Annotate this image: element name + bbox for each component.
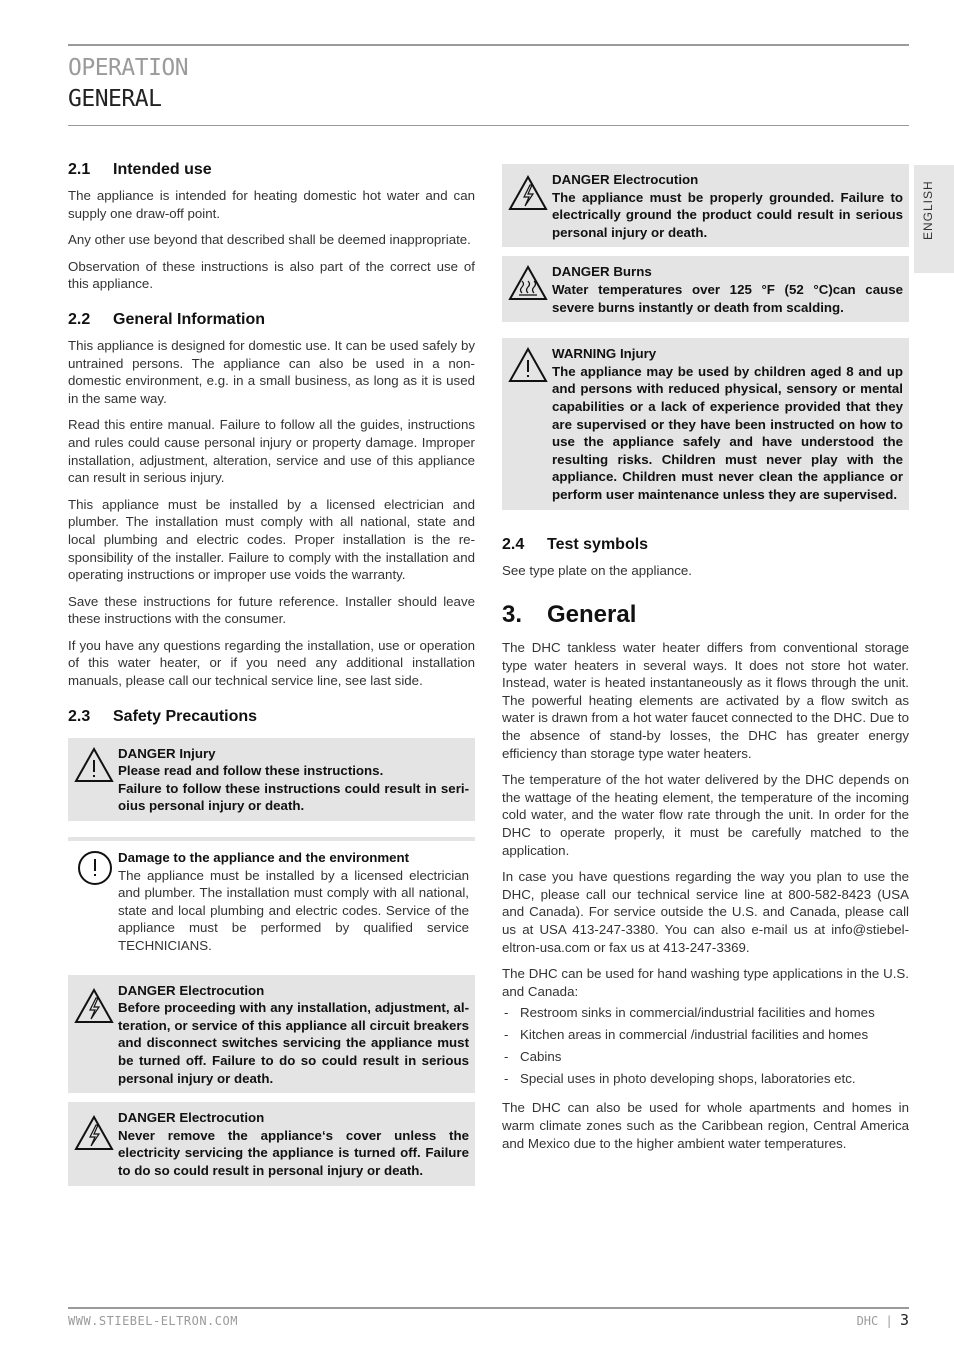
warning-body: The appliance must be properly grounded. Failure to electrically ground the product could result in serious personal injury or death. <box>552 189 903 240</box>
left-column <box>68 161 475 1195</box>
exclamation-triangle-icon <box>508 346 548 384</box>
paragraph: The appliance is intended for heating domestic hot water and can supply one draw-off point. <box>68 188 475 221</box>
warning-box-danger-electrocution <box>68 1102 475 1185</box>
section-heading <box>502 536 909 554</box>
lightning-triangle-icon <box>74 1114 114 1152</box>
paragraph: The temperature of the hot water delivered by the DHC depends on the wattage of the heating element, the temperature of the incoming cold water, and the water flow rate through the unit. In order for the DHC to operate properly, it must be carefully matched to the application. <box>502 772 909 858</box>
exclamation-circle-icon <box>74 849 114 887</box>
warning-title: DANGER Burns <box>552 264 652 280</box>
section-number: 2.4 <box>502 535 525 553</box>
list-item: - Cabins <box>502 1046 909 1068</box>
paragraph: If you have any questions regarding the installation, use or operation of this water heater, or if you need any additional installation manuals, please call our technical service line, see last side. <box>68 637 475 689</box>
application-list <box>502 1002 909 1090</box>
section-number: 2.3 <box>68 707 91 725</box>
header-rule-top <box>68 44 909 46</box>
warning-body: Water temperatures over 125 °F (52 °C)can cause severe burns instantly or death from scalding. <box>552 281 903 315</box>
warning-title: Damage to the appliance and the environment <box>118 850 410 866</box>
section-number: 2.1 <box>68 161 91 178</box>
warning-title: WARNING Injury <box>552 346 657 362</box>
chapter-heading <box>502 601 909 629</box>
paragraph: Read this entire manual. Failure to follow all the guides, instructions and rules could cause personal injury or property damage. Improper installation, adjustment, alteration, service and use of this appliance can result in serious injury. <box>68 417 475 486</box>
paragraph: Any other use beyond that described shall be deemed inappropriate. <box>68 232 471 248</box>
warning-title: DANGER Electrocution <box>118 1110 265 1126</box>
section-title: General Information <box>113 310 266 328</box>
header-title-general: GENERAL <box>68 86 162 112</box>
list-item: - Special uses in photo developing shops, laboratories etc. <box>502 1068 909 1090</box>
section-title: Test symbols <box>547 535 649 553</box>
language-tab <box>914 165 954 273</box>
paragraph: The DHC tankless water heater differs from conventional storage type water heaters in several ways. It does not store hot water. Instead, water is heated instantaneously as it flows through the unit. The powerful heating elements are activated by a flow switch as water is drawn from a hot water faucet connected to the DHC. Due to the absence of stand-by losses, the DHC has greater energy efficiency than storage type water heaters. <box>502 640 909 761</box>
warning-body: The appliance may be used by children aged 8 and up and persons with reduced physical, sensory or mental capabilities or a lack of experience provided that they are supervised or they have been instructed on how to use the appliance safely and have understood the resulting risks. Children must never play with the appliance. Children must never clean the appliance or perform user maintenance unless they are supervised. <box>552 363 903 502</box>
warning-body: Please read and follow these instructions. Failure to follow these instructions could result in serioius personal injury or death. <box>118 763 469 814</box>
chapter-number: 3. <box>502 601 523 629</box>
warning-title: DANGER Electrocution <box>118 982 265 998</box>
warning-box-danger-injury <box>68 738 475 821</box>
section-title: Intended use <box>113 161 212 178</box>
notice-box-damage <box>68 837 475 961</box>
warning-box-danger-electrocution <box>68 975 475 1094</box>
list-item: - Kitchen areas in commercial /industrial facilities and homes <box>502 1024 909 1046</box>
header-rule-bottom <box>68 125 909 126</box>
section-heading <box>68 708 475 726</box>
footer-rule <box>68 1307 909 1309</box>
hot-surface-icon <box>508 264 548 302</box>
warning-box-warning-injury <box>502 338 909 509</box>
section-heading <box>68 161 475 179</box>
paragraph: Observation of these instructions is also part of the correct use of this appliance. <box>68 258 475 292</box>
right-column <box>502 164 909 1161</box>
page-number: 3 <box>899 1311 909 1329</box>
footer-url: WWW.STIEBEL-ELTRON.COM <box>68 1314 238 1328</box>
paragraph: This appliance is designed for domestic use. It can be used safely by untrained persons. The appliance can also be used in a non-domestic environment, e.g. in a small business, as long as it is used in the same way. <box>68 337 475 406</box>
warning-body: The appliance must be installed by a licensed electrician and plumber. The installation must comply with all national, state and local plumbing and electric codes. Service of the appliance must be performed by qualified service TECHNICIANS. <box>118 867 469 953</box>
section-heading <box>68 311 475 329</box>
warning-body: Never remove the appliance‘s cover unless the electricity servicing the appliance is turned off. Failure to do so could result in personal injury or death. <box>118 1127 469 1178</box>
paragraph: In case you have questions regarding the way you plan to use the DHC, please call our technical service line at 800-582-8423 (USA and Canada). For service outside the U.S. and Canada, please call us at USA 413-247-3380. You can also e-mail us at info@stiebel-eltron-usa.com or fax us at 413-247-3369. <box>502 869 909 955</box>
footer-model: DHC <box>856 1314 879 1328</box>
paragraph: Save these instructions for future reference. Installer should leave these instructions with the consumer. <box>68 593 475 627</box>
section-number: 2.2 <box>68 310 91 328</box>
warning-title: DANGER Injury <box>118 745 216 761</box>
paragraph: See type plate on the appliance. <box>502 562 692 578</box>
footer-separator: | <box>885 1314 893 1328</box>
language-tab-label: ENGLISH <box>921 180 935 240</box>
warning-box-danger-burns <box>502 256 909 322</box>
paragraph: This appliance must be installed by a licensed electrician and plumber. The installation must comply with all national, state and local plumbing and electric codes. Proper installation is the responsibility of the installer. Failure to comply with the installation and operating instructions or improper use voids the warranty. <box>68 496 475 583</box>
exclamation-triangle-icon <box>74 746 114 784</box>
list-item: - Restroom sinks in commercial/industrial facilities and homes <box>502 1002 909 1024</box>
lightning-triangle-icon <box>508 174 548 212</box>
paragraph: The DHC can be used for hand washing type applications in the U.S. and Canada: <box>502 966 909 999</box>
warning-body: Before proceeding with any installation, adjustment, alteration, or service of this appliance all circuit breakers and disconnect switches servicing the appliance must be turned off. Failure to do so could result in serious personal injury or death. <box>118 1000 469 1086</box>
paragraph: The DHC can also be used for whole apartments and homes in warm climate zones such as the Caribbean region, Central America and Mexico due to the higher ambient water temperatures. <box>502 1100 909 1151</box>
chapter-title: General <box>547 601 637 629</box>
warning-title: DANGER Electrocution <box>552 172 699 187</box>
header-title-operation: OPERATION <box>68 55 189 81</box>
footer-page-info <box>857 1311 909 1329</box>
section-title: Safety Precautions <box>113 707 258 725</box>
warning-box-danger-electrocution <box>502 164 909 247</box>
lightning-triangle-icon <box>74 987 114 1025</box>
